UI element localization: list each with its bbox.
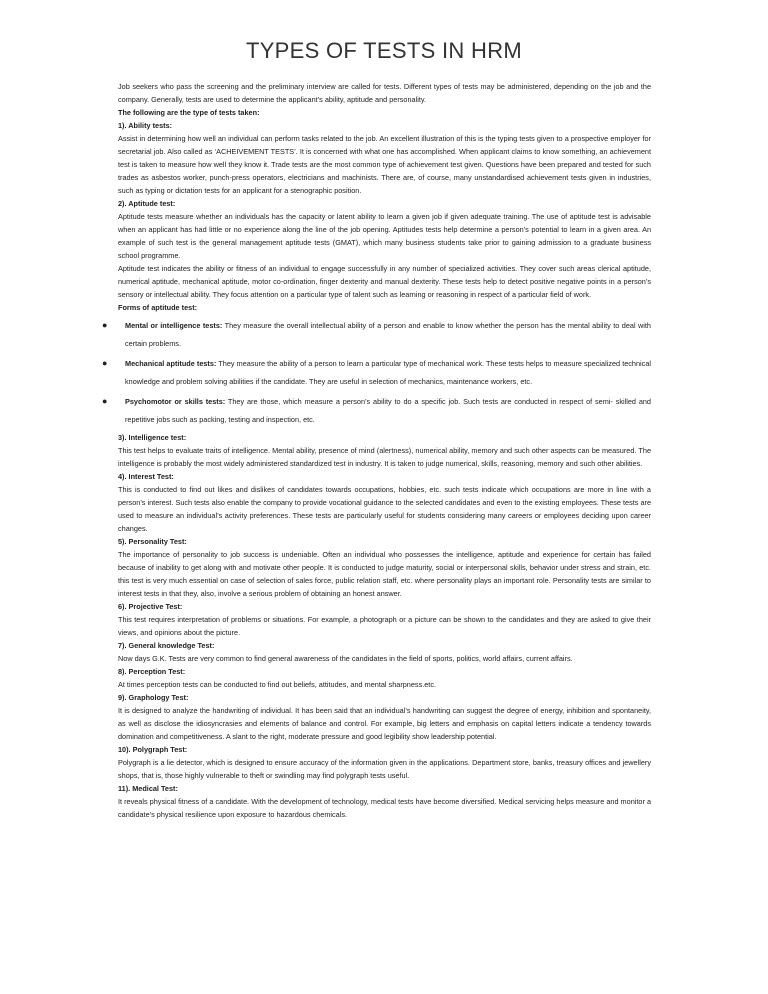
section-heading-medical: 11). Medical Test: [118, 784, 178, 793]
section-heading-ability: 1). Ability tests: [118, 121, 173, 130]
list-item-text: They measure the ability of a person to learn a particular type of mechanical work. These tests helps to measure specialized technical knowledge and problem solving abilities if the candidate. They are useful in selection of mechanics, maintenance workers, etc. [125, 359, 652, 386]
section-body-personality: The importance of personality to job success is undeniable. Often an individual who possesses the intelligence, aptitude and experience for certain has failed because of inability to get along with and motivate other people. It is conducted to judge maturity, social or interpersonal skills, behavior under stress and strain, etc. this test is very much essential on case of selection of sales force, public relation staff, etc. where personality plays an important role. Personality tests are similar to interest tests in that they, also, involve a serious problem of obtaining an honest answer. [118, 550, 651, 598]
section-heading-intelligence: 3). Intelligence test: [118, 433, 187, 442]
list-item-term: Mechanical aptitude tests: [125, 359, 217, 368]
intro-paragraph: Job seekers who pass the screening and the preliminary interview are called for tests. Different types of tests may be administered, depending on the job and the company. Generally, tests are used to determine the applicant’s ability, aptitude and personality. [118, 82, 651, 104]
section-body-polygraph: Polygraph is a lie detector, which is designed to ensure accuracy of the information given in the applications. Department store, banks, treasury offices and jewellery shops, that is, those highly vulnerable to theft or swindling may find polygraph tests useful. [118, 758, 651, 780]
page-title: TYPES OF TESTS IN HRM [245, 38, 523, 63]
list-item [102, 393, 651, 428]
section-body-general-knowledge: Now days G.K. Tests are very common to find general awareness of the candidates in the field of sports, politics, world affairs, current affairs. [118, 654, 573, 663]
bullet-icon: ● [102, 320, 108, 330]
following-heading: The following are the type of tests taken: [118, 108, 260, 117]
list-item-text: They are those, which measure a person’s ability to do a specific job. Such tests are conducted in respect of semi- skilled and repetitive jobs such as packing, testing and inspection, etc. [125, 397, 651, 424]
bullet-icon: ● [102, 396, 108, 406]
aptitude-forms-list [102, 317, 652, 428]
list-item-term: Mental or intelligence tests: [125, 321, 223, 330]
document-body [102, 80, 652, 821]
section-body-intelligence: This test helps to evaluate traits of intelligence. Mental ability, presence of mind (alertness), numerical ability, memory and such other aspects can be measured. The intelligence is probably the most widely administered standardized test in industry. It is taken to judge numerical, skills, reasoning, memory and such other abilities. [118, 446, 651, 468]
list-item-text: They measure the overall intellectual ability of a person and enable to know whether the person has the mental ability to deal with certain problems. [125, 321, 651, 348]
list-item-term: Psychomotor or skills tests: [125, 397, 226, 406]
section-body-projective: This test requires interpretation of problems or situations. For example, a photograph or a picture can be shown to the candidates and they are asked to give their views, and opinions about the picture. [118, 615, 651, 637]
section-body-medical: It reveals physical fitness of a candidate. With the development of technology, medical tests have become diversified. Medical servicing helps measure and monitor a candidate’s physical resilience upon exposure to hazardous chemicals. [118, 797, 651, 819]
section-heading-perception: 8). Perception Test: [118, 667, 186, 676]
section-heading-projective: 6). Projective Test: [118, 602, 183, 611]
section-body-graphology: It is designed to analyze the handwriting of individual. It has been said that an individual’s handwriting can suggest the degree of energy, inhibition and spontaneity, as well as disclose the idiosyncrasies and elements of balance and control. For example, big letters and emphasis on capital letters indicate a tendency towards domination and competitiveness. A slant to the right, moderate pressure and good legibility show leadership potential. [118, 706, 651, 741]
bullet-icon: ● [102, 358, 108, 368]
section-heading-general-knowledge: 7). General knowledge Test: [118, 641, 215, 650]
section-body-perception: At times perception tests can be conducted to find out beliefs, attitudes, and mental sharpness.etc. [118, 680, 437, 689]
section-heading-personality: 5). Personality Test: [118, 537, 187, 546]
section-heading-aptitude: 2). Aptitude test: [118, 199, 176, 208]
section-heading-interest: 4). Interest Test: [118, 472, 174, 481]
section-body-aptitude-1: Aptitude tests measure whether an individuals has the capacity or latent ability to learn a given job if given adequate training. The use of aptitude test is advisable when an applicant has had little or no experience along the line of the job opening. Aptitudes tests help determine a person’s potential to learn in a given area. An example of such test is the general management aptitude tests (GMAT), which many business students take prior to gaining admission to a graduate business school programme. [118, 212, 651, 260]
list-item [102, 317, 651, 352]
section-body-ability: Assist in determining how well an individual can perform tasks related to the job. An excellent illustration of this is the typing tests given to a prospective employer for secretarial job. Also called as ‘ACHEIVEMENT TESTS’. It is concerned with what one has accomplished. When applicant claims to know something, an achievement test is taken to measure how well they know it. Trade tests are the most common type of achievement test given. Questions have been prepared and tested for such trades as asbestos worker, punch-press operators, electricians and machinists. There are, of course, many unstandardised achievement tests given in industries, such as typing or dictation tests for an applicant for a stenographic position. [118, 134, 651, 195]
list-item [102, 355, 652, 390]
section-body-aptitude-2: Aptitude test indicates the ability or fitness of an individual to engage successfully in any number of specialized activities. They cover such areas clerical aptitude, numerical aptitude, mechanical aptitude, motor co-ordination, finger dexterity and manual dexterity. These tests help to detect positive negative points in a person’s sensory or intellectual ability. They focus attention on a particular type of talent such as learning or reasoning in respect of a particular field of work. [118, 264, 651, 299]
section-body-interest: This is conducted to find out likes and dislikes of candidates towards occupations, hobbies, etc. such tests indicate which occupations are more in line with a person’s interest. Such tests also enable the company to provide vocational guidance to the selected candidates and even to the existing employees. These tests are used to measure an individual’s activity preferences. These tests are particularly useful for students considering many careers or employees deciding upon career changes. [118, 485, 651, 533]
section-heading-graphology: 9). Graphology Test: [118, 693, 189, 702]
section-heading-polygraph: 10). Polygraph Test: [118, 745, 188, 754]
forms-heading: Forms of aptitude test: [118, 303, 198, 312]
